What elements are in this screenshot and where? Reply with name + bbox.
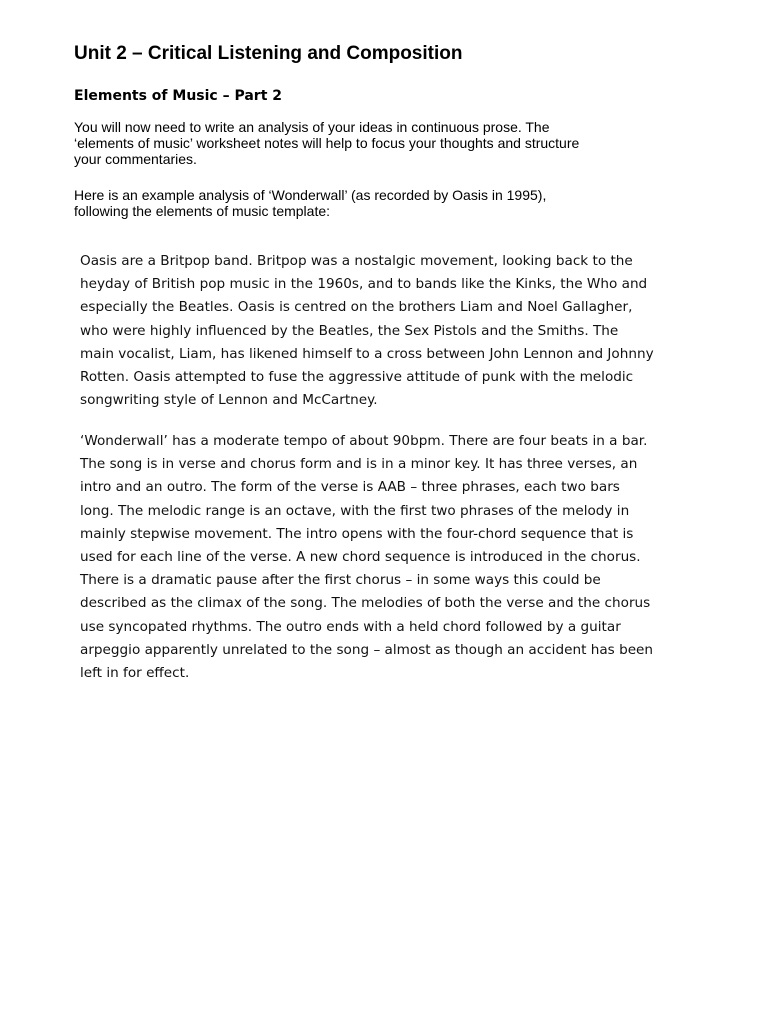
text-line: ‘elements of music’ worksheet notes will help to focus your thoughts and structure: [74, 135, 580, 151]
text-line: described as the climax of the song. The melodies of both the verse and the chorus: [80, 595, 651, 612]
page-title: Unit 2 – Critical Listening and Composition: [74, 43, 463, 64]
text-line: intro and an outro. The form of the verse is AAB – three phrases, each two bars: [80, 479, 620, 496]
text-line: mainly stepwise movement. The intro opens with the four-chord sequence that is: [80, 525, 634, 542]
intro-paragraph: [74, 187, 546, 219]
text-line: songwriting style of Lennon and McCartney.: [80, 392, 378, 409]
text-line: long. The melodic range is an octave, with the first two phrases of the melody in: [80, 502, 630, 519]
text-line: Here is an example analysis of ‘Wonderwall’ (as recorded by Oasis in 1995),: [74, 187, 547, 203]
analysis-paragraph-elements: [80, 430, 653, 685]
text-line: Rotten. Oasis attempted to fuse the aggressive attitude of punk with the melodic: [80, 368, 634, 385]
text-line: There is a dramatic pause after the first chorus – in some ways this could be: [80, 572, 601, 589]
text-line: following the elements of music template:: [74, 203, 331, 219]
text-line: left in for effect.: [80, 664, 190, 681]
text-line: ‘Wonderwall’ has a moderate tempo of about 90bpm. There are four beats in a bar.: [80, 433, 648, 449]
text-line: You will now need to write an analysis of your ideas in continuous prose. The: [74, 119, 550, 135]
text-line: arpeggio apparently unrelated to the song – almost as though an accident has been: [80, 641, 654, 658]
text-line: your commentaries.: [74, 151, 197, 167]
text-line: main vocalist, Liam, has likened himself to a cross between John Lennon and Johnny: [80, 345, 654, 362]
analysis-paragraph-background: [80, 250, 654, 412]
text-line: heyday of British pop music in the 1960s, and to bands like the Kinks, the Who and: [80, 276, 648, 293]
text-line: who were highly influenced by the Beatles, the Sex Pistols and the Smiths. The: [80, 322, 619, 339]
text-line: used for each line of the verse. A new chord sequence is introduced in the chorus.: [80, 548, 641, 565]
text-line: The song is in verse and chorus form and is in a minor key. It has three verses, an: [80, 456, 638, 473]
text-line: use syncopated rhythms. The outro ends with a held chord followed by a guitar: [80, 618, 621, 635]
intro-paragraph: [74, 119, 579, 167]
text-line: Oasis are a Britpop band. Britpop was a nostalgic movement, looking back to the: [80, 253, 633, 269]
text-line: especially the Beatles. Oasis is centred on the brothers Liam and Noel Gallagher,: [80, 299, 633, 316]
section-subtitle: Elements of Music – Part 2: [74, 88, 283, 104]
